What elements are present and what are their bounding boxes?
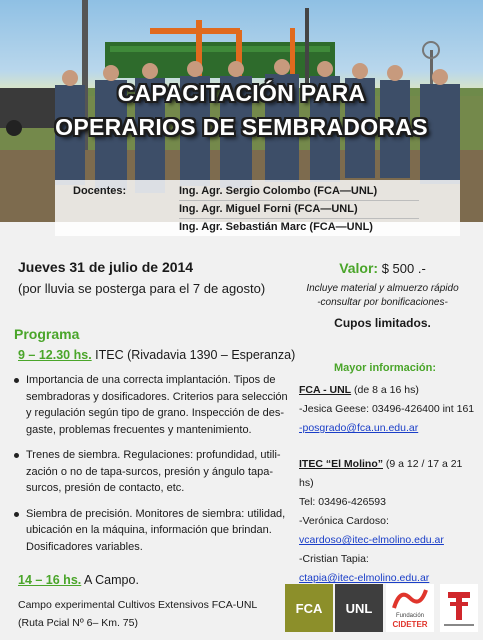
title-line-1: CAPACITACIÓN PARA <box>117 80 366 106</box>
contact-person: -Verónica Cardoso: <box>299 515 389 527</box>
price-note <box>290 282 475 310</box>
contact-org: ITEC “El Molino” <box>299 458 383 470</box>
field-location-line: (Ruta Pcial Nº 6– Km. 75) <box>18 617 138 629</box>
session-1 <box>18 348 295 362</box>
session-2-time: 14 – 16 hs. <box>18 573 82 587</box>
contact-phone: Tel: 03496-426593 <box>299 496 386 508</box>
program-title: Programa <box>14 326 80 342</box>
rain-note: (por lluvia se posterga para el 7 de agosto) <box>18 281 266 296</box>
topic-list <box>14 372 292 564</box>
cideter-logo <box>386 584 434 632</box>
itec-logo <box>440 584 478 632</box>
email-link[interactable]: -posgrado@fca.un.edu.ar <box>299 422 419 434</box>
bullet-icon <box>14 512 19 517</box>
unl-logo: UNL <box>335 584 383 632</box>
price-amount: $ 500 .- <box>381 261 426 276</box>
contact-hours: (9 a 12 / 17 a 21 hs) <box>299 458 463 489</box>
title-line-2: OPERARIOS DE SEMBRADORAS <box>55 114 428 140</box>
session-2 <box>18 573 139 587</box>
contact-fca <box>299 381 479 438</box>
price-note-line: Incluye material y almuerzo rápido <box>306 283 459 294</box>
bullet-icon <box>14 378 19 383</box>
session-1-time: 9 – 12.30 hs. <box>18 348 92 362</box>
topic-text: Importancia de una correcta implantación. Tipos de sembradoras y dosificadores. Criterios para selección y regulación según tipo de grano. Inspección de des-gaste, problemas frecuentes y mantenimiento. <box>26 374 288 436</box>
session-1-place: ITEC (Rivadavia 1390 – Esperanza) <box>91 348 296 362</box>
cideter-logo-line: Fundación <box>395 613 425 619</box>
docente-divider <box>179 200 419 201</box>
list-item <box>14 506 292 556</box>
docente-name: Ing. Agr. Sergio Colombo (FCA—UNL) <box>179 185 378 197</box>
limited-seats: Cupos limitados. <box>334 316 431 330</box>
price <box>290 260 475 276</box>
contact-org: FCA - UNL <box>299 384 352 396</box>
cideter-emblem-icon <box>386 584 434 614</box>
event-date: Jueves 31 de julio de 2014 <box>18 259 194 275</box>
docente-name: Ing. Agr. Miguel Forni (FCA—UNL) <box>179 203 358 215</box>
price-label: Valor: <box>339 260 379 276</box>
topic-text: Siembra de precisión. Monitores de siembra: utilidad, ubicación en la máquina, información que brindan. Dosificadores variables. <box>26 507 286 553</box>
contact-person: -Cristian Tapia: <box>299 553 369 565</box>
email-link[interactable]: ctapia@itec-elmolino.edu.ar <box>299 572 430 584</box>
bullet-icon <box>14 453 19 458</box>
docentes-label: Docentes: <box>73 185 127 197</box>
session-2-place: A Campo. <box>81 573 139 587</box>
email-link[interactable]: vcardoso@itec-elmolino.edu.ar <box>299 534 444 546</box>
cideter-logo-line: CIDETER <box>392 620 428 629</box>
contact-hours: (de 8 a 16 hs) <box>351 384 419 396</box>
price-note-line: -consultar por bonificaciones- <box>317 297 448 308</box>
field-location-line: Campo experimental Cultivos Extensivos FCA-UNL <box>18 599 258 611</box>
itec-emblem-icon <box>440 584 478 632</box>
list-item <box>14 372 292 438</box>
list-item <box>14 447 292 497</box>
contact-itec <box>299 455 479 588</box>
docentes-panel <box>55 180 460 236</box>
more-info-title: Mayor información: <box>333 362 437 374</box>
field-location <box>18 596 288 632</box>
docente-name: Ing. Agr. Sebastián Marc (FCA—UNL) <box>179 221 373 233</box>
docente-divider <box>179 218 419 219</box>
fca-logo: FCA <box>285 584 333 632</box>
contact-person: -Jesica Geese: 03496-426400 int 161 <box>299 403 475 415</box>
topic-text: Trenes de siembra. Regulaciones: profundidad, utili-zación o no de tapa-surcos, presión y ángulo tapa-surcos, presión de contacto, etc. <box>26 449 281 494</box>
